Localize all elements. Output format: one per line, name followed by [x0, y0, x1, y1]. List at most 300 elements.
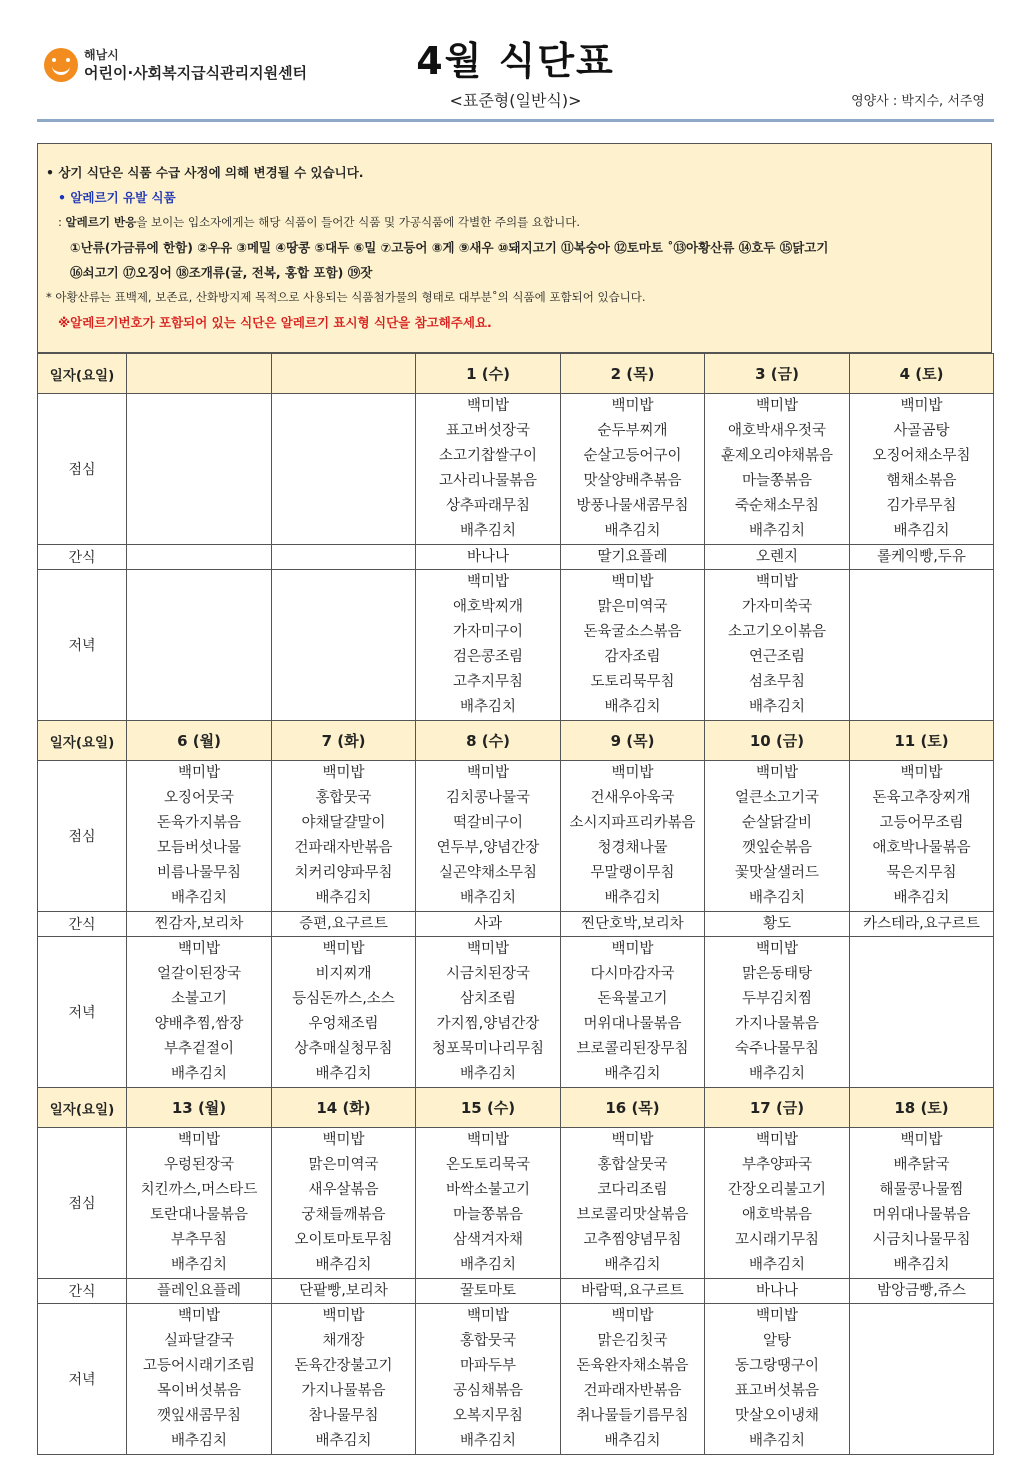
menu-item: 돈육간장불고기: [294, 1358, 393, 1374]
menu-item: 배추김치: [315, 1433, 372, 1449]
dinner-cell: [127, 1304, 272, 1455]
menu-item: 훈제오리야채볶음: [720, 448, 834, 464]
snack-cell: [127, 1279, 272, 1304]
lunch-cell: [850, 1128, 994, 1279]
menu-item: 배추김치: [459, 699, 517, 715]
dinner-cell: [127, 570, 272, 721]
snack-item: 증편,요구르트: [299, 916, 388, 932]
lunch-row: [38, 761, 994, 912]
menu-item: [850, 570, 993, 595]
menu-item: 백미밥: [177, 941, 221, 957]
snack-item: 황도: [762, 916, 791, 932]
snack-cell: [850, 1279, 994, 1304]
snack-cell: [416, 1279, 561, 1304]
snack-cell: [561, 912, 705, 937]
menu-item: 배추김치: [170, 890, 228, 906]
menu-item: 비지찌개: [315, 966, 372, 982]
menu-item: 김치콩나물국: [445, 790, 531, 806]
menu-item: [127, 469, 271, 494]
day-date: 9 (목): [561, 721, 705, 761]
menu-item: 백미밥: [755, 398, 799, 414]
menu-item: 상추파래무침: [445, 498, 531, 514]
menu-item: [272, 469, 415, 494]
menu-item: 배추김치: [170, 1257, 228, 1273]
menu-item: 김가루무침: [886, 498, 957, 514]
menu-item: 백미밥: [322, 1308, 365, 1324]
snack-cell: [561, 1279, 705, 1304]
day-date: 15 (수): [416, 1088, 561, 1128]
dinner-cell: [561, 570, 705, 721]
dinner-cell: [850, 1304, 994, 1455]
menu-item: 깻잎순볶음: [741, 840, 813, 856]
menu-item: 새우살볶음: [308, 1182, 379, 1198]
notice-line: * 아황산류는 표백제, 보존료, 산화방지제 목적으로 사용되는 식품첨가물의 형태로 대부분˚의 식품에 포함되어 있습니다.: [46, 290, 646, 304]
menu-item: 가자미구이: [452, 624, 524, 640]
menu-item: [850, 1037, 993, 1062]
menu-item: 치커리양파무침: [294, 865, 393, 881]
menu-item: 배추김치: [748, 1066, 806, 1082]
menu-item: 얼갈이된장국: [156, 966, 242, 982]
menu-item: 오이토마토무침: [294, 1232, 393, 1248]
menu-item: 상추매실청무침: [294, 1041, 393, 1057]
menu-item: 취나물들기름무침: [576, 1408, 689, 1424]
notice-box: [37, 143, 992, 353]
menu-item: 백미밥: [900, 765, 943, 781]
menu-item: 배추김치: [604, 699, 661, 715]
menu-item: 배추김치: [748, 523, 806, 539]
menu-item: 두부김치찜: [741, 991, 813, 1007]
menu-item: 배추김치: [604, 1066, 661, 1082]
menu-item: 백미밥: [611, 574, 654, 590]
menu-item: 검은콩조림: [452, 649, 524, 665]
menu-item: [272, 394, 415, 419]
menu-item: 돈육굴소스볶음: [583, 624, 682, 640]
menu-item: 배추김치: [604, 890, 661, 906]
snack-cell: [127, 912, 272, 937]
snack-item: 바람떡,요구르트: [581, 1283, 684, 1299]
menu-item: [850, 695, 993, 720]
day-date: 11 (토): [850, 721, 994, 761]
snack-row: [38, 1279, 994, 1304]
day-date: 13 (월): [127, 1088, 272, 1128]
menu-item: 백미밥: [177, 1308, 221, 1324]
menu-item: 죽순채소무침: [734, 498, 820, 514]
snack-row: [38, 545, 994, 570]
menu-item: 백미밥: [177, 1132, 221, 1148]
menu-item: 머위대나물볶음: [583, 1016, 682, 1032]
menu-item: [272, 595, 415, 620]
day-date: 8 (수): [416, 721, 561, 761]
menu-item: 백미밥: [611, 398, 654, 414]
dinner-row: [38, 570, 994, 721]
menu-item: 우엉채조림: [308, 1016, 379, 1032]
allergen-list: ⑯쇠고기 ⑰오징어 ⑱조개류(굴, 전복, 홍합 포함) ⑲잣: [70, 265, 373, 280]
menu-item: 배추김치: [459, 1433, 517, 1449]
menu-item: 애호박나물볶음: [872, 840, 971, 856]
menu-item: 실곤약채소무침: [438, 865, 538, 881]
menu-item: 가지나물볶음: [734, 1016, 820, 1032]
snack-row: [38, 912, 994, 937]
date-header-row: [38, 721, 994, 761]
menu-item: 가지찜,양념간장: [436, 1016, 540, 1032]
menu-item: 소고기오이볶음: [727, 624, 827, 640]
menu-item: 홍합살뭇국: [597, 1157, 668, 1173]
snack-cell: [705, 545, 850, 570]
day-date: 17 (금): [705, 1088, 850, 1128]
menu-item: 맛살양배추볶음: [583, 473, 682, 489]
lunch-cell: [272, 761, 416, 912]
snack-cell: [850, 545, 994, 570]
menu-item: [127, 670, 271, 695]
menu-item: 고추지무침: [452, 674, 524, 690]
day-date: 1 (수): [416, 354, 561, 394]
menu-item: 연근조림: [748, 649, 806, 665]
menu-item: 시금치나물무침: [872, 1232, 971, 1248]
menu-item: 배추김치: [315, 890, 372, 906]
snack-cell: [561, 545, 705, 570]
menu-item: 애호박찌개: [452, 599, 524, 615]
snack-cell: [416, 545, 561, 570]
menu-item: 마늘쫑볶음: [452, 1207, 524, 1223]
snack-item: 카스테라,요구르트: [863, 916, 980, 932]
menu-item: 돈육고추장찌개: [872, 790, 971, 806]
menu-item: 머위대나물볶음: [872, 1207, 971, 1223]
dinner-cell: [416, 570, 561, 721]
menu-item: 맑은미역국: [308, 1157, 379, 1173]
menu-item: 백미밥: [755, 574, 799, 590]
lunch-cell: [272, 1128, 416, 1279]
menu-item: 백미밥: [755, 1308, 799, 1324]
menu-item: [850, 1404, 993, 1429]
menu-item: 감자조림: [604, 649, 661, 665]
day-date: 14 (화): [272, 1088, 416, 1128]
menu-item: 공심채볶음: [452, 1383, 524, 1399]
menu-item: 배추김치: [748, 890, 806, 906]
menu-item: [850, 1429, 993, 1454]
page-title: 4월 식단표: [416, 39, 615, 83]
lunch-cell: [416, 394, 561, 545]
menu-item: 백미밥: [322, 765, 365, 781]
lunch-label: 점심: [38, 394, 127, 545]
menu-item: 백미밥: [466, 398, 510, 414]
menu-item: 실파달걀국: [163, 1333, 235, 1349]
menu-item: [127, 695, 271, 720]
menu-item: [850, 987, 993, 1012]
notice-text: 알레르기 반응: [65, 215, 137, 229]
dinner-cell: [705, 570, 850, 721]
header-divider: [37, 119, 994, 122]
dinner-row: [38, 937, 994, 1088]
lunch-cell: [705, 394, 850, 545]
snack-cell: [705, 1279, 850, 1304]
menu-item: 가지나물볶음: [301, 1383, 386, 1399]
menu-item: 부추양파국: [741, 1157, 813, 1173]
menu-item: 고등어시래기조림: [142, 1358, 256, 1374]
menu-table: [37, 353, 994, 1455]
snack-item: 바나나: [755, 1283, 799, 1299]
dinner-cell: [127, 937, 272, 1088]
menu-item: 백미밥: [322, 1132, 365, 1148]
snack-item: 단팥빵,보리차: [299, 1283, 388, 1299]
menu-item: [127, 419, 271, 444]
menu-item: [127, 595, 271, 620]
menu-item: 순살닭갈비: [741, 815, 813, 831]
menu-item: 오징어채소무침: [872, 448, 971, 464]
menu-item: [850, 1012, 993, 1037]
snack-item: 롤케익빵,두유: [877, 549, 966, 565]
menu-item: [127, 570, 271, 595]
dinner-cell: [272, 570, 416, 721]
menu-item: 배추김치: [748, 1257, 806, 1273]
snack-item: [272, 545, 415, 569]
menu-item: 순살고등어구이: [583, 448, 682, 464]
snack-item: 오렌지: [755, 549, 799, 565]
menu-item: 배추닭국: [893, 1157, 950, 1173]
dinner-label: 저녁: [38, 937, 127, 1088]
lunch-cell: [416, 761, 561, 912]
menu-item: 해물콩나물찜: [879, 1182, 964, 1198]
menu-item: 건새우아욱국: [590, 790, 675, 806]
menu-item: [850, 1354, 993, 1379]
snack-cell: [127, 545, 272, 570]
menu-item: 소불고기: [170, 991, 228, 1007]
logo-org-name: 어린이·사회복지급식관리지원센터: [84, 64, 308, 82]
snack-cell: [416, 912, 561, 937]
notice-line: • 상기 식단은 식품 수급 사정에 의해 변경될 수 있습니다.: [46, 165, 364, 180]
menu-item: 다시마감자국: [590, 966, 675, 982]
menu-item: 돈육완자채소볶음: [576, 1358, 689, 1374]
dinner-cell: [416, 1304, 561, 1455]
snack-label: 간식: [38, 912, 127, 937]
menu-item: 섬초무침: [748, 674, 806, 690]
day-date: 7 (화): [272, 721, 416, 761]
menu-item: 순두부찌개: [597, 423, 668, 439]
menu-item: 얼큰소고기국: [734, 790, 820, 806]
menu-item: 홍합뭇국: [315, 790, 372, 806]
menu-item: 토란대나물볶음: [149, 1207, 249, 1223]
menu-item: 간장오리불고기: [727, 1182, 827, 1198]
menu-item: [127, 494, 271, 519]
menu-item: 방풍나물새콤무침: [576, 498, 689, 514]
menu-item: 백미밥: [755, 941, 799, 957]
day-date: 4 (토): [850, 354, 994, 394]
dinner-cell: [272, 1304, 416, 1455]
lunch-cell: [561, 761, 705, 912]
menu-item: 깻잎새콤무침: [156, 1408, 242, 1424]
menu-item: 바싹소불고기: [445, 1182, 531, 1198]
menu-item: 배추김치: [604, 523, 661, 539]
lunch-cell: [272, 394, 416, 545]
snack-label: 간식: [38, 545, 127, 570]
snack-cell: [272, 1279, 416, 1304]
menu-item: 애호박새우젓국: [727, 423, 827, 439]
menu-item: 백미밥: [755, 1132, 799, 1148]
snack-item: 사과: [473, 916, 502, 932]
menu-item: [850, 595, 993, 620]
menu-item: [127, 645, 271, 670]
lunch-row: [38, 1128, 994, 1279]
menu-item: 우렁된장국: [163, 1157, 235, 1173]
notice-text: :: [58, 215, 66, 229]
menu-item: 백미밥: [466, 574, 510, 590]
dinner-cell: [416, 937, 561, 1088]
menu-item: 배추김치: [315, 1257, 372, 1273]
menu-item: 소고기찹쌀구이: [438, 448, 538, 464]
lunch-cell: [127, 761, 272, 912]
menu-item: 백미밥: [177, 765, 221, 781]
menu-item: [850, 1304, 993, 1329]
menu-item: 궁채들깨볶음: [301, 1207, 386, 1223]
menu-item: 배추김치: [893, 890, 950, 906]
lunch-cell: [416, 1128, 561, 1279]
menu-item: 마늘쫑볶음: [741, 473, 813, 489]
menu-item: 백미밥: [900, 398, 943, 414]
day-date: 18 (토): [850, 1088, 994, 1128]
menu-item: 브로콜리맛살볶음: [576, 1207, 689, 1223]
menu-item: 배추김치: [459, 890, 517, 906]
menu-item: 배추김치: [604, 1433, 661, 1449]
menu-item: 배추김치: [748, 699, 806, 715]
menu-item: 무말랭이무침: [590, 865, 675, 881]
menu-item: 부추무침: [170, 1232, 228, 1248]
menu-item: [272, 494, 415, 519]
notice-warning: ※알레르기번호가 포함되어 있는 식단은 알레르기 표시형 식단을 참고해주세요.: [58, 315, 492, 330]
menu-item: 가자미쑥국: [741, 599, 813, 615]
menu-item: 애호박볶음: [741, 1207, 813, 1223]
snack-cell: [705, 912, 850, 937]
menu-item: [127, 444, 271, 469]
day-date: [127, 354, 272, 394]
menu-item: 표고버섯볶음: [734, 1383, 820, 1399]
menu-item: 비름나물무침: [156, 865, 242, 881]
page-subtitle: <표준형(일반식)>: [449, 91, 582, 110]
menu-item: 백미밥: [900, 1132, 943, 1148]
lunch-cell: [850, 394, 994, 545]
menu-item: [272, 419, 415, 444]
snack-item: 찐단호박,보리차: [581, 916, 684, 932]
menu-item: [850, 937, 993, 962]
lunch-cell: [705, 1128, 850, 1279]
menu-item: 맛살오이냉채: [734, 1408, 820, 1424]
day-date: 2 (목): [561, 354, 705, 394]
date-header-label: 일자(요일): [38, 354, 127, 394]
snack-item: 딸기요플레: [597, 549, 668, 565]
snack-cell: [850, 912, 994, 937]
menu-item: 고추찜양념무침: [583, 1232, 682, 1248]
menu-item: 백미밥: [755, 765, 799, 781]
snack-item: 꿀토마토: [459, 1283, 517, 1299]
day-date: 16 (목): [561, 1088, 705, 1128]
menu-item: 백미밥: [466, 765, 510, 781]
lunch-cell: [127, 394, 272, 545]
menu-item: [850, 645, 993, 670]
menu-item: 배추김치: [893, 523, 950, 539]
dinner-cell: [850, 570, 994, 721]
menu-item: 백미밥: [611, 941, 654, 957]
menu-item: 배추김치: [459, 1066, 517, 1082]
day-date: 3 (금): [705, 354, 850, 394]
dinner-label: 저녁: [38, 570, 127, 721]
menu-item: [272, 645, 415, 670]
menu-item: 배추김치: [315, 1066, 372, 1082]
date-header-row: [38, 354, 994, 394]
dinner-cell: [561, 937, 705, 1088]
menu-item: 오징어뭇국: [163, 790, 235, 806]
menu-item: [127, 620, 271, 645]
menu-item: [272, 519, 415, 544]
menu-item: 연두부,양념간장: [436, 840, 540, 856]
menu-item: 맑은동태탕: [741, 966, 813, 982]
notice-text: 을 보이는 입소자에게는 해당 식품이 들어간 식품 및 가공식품에 각별한 주의를 요합니다.: [136, 215, 580, 229]
menu-item: 맑은김칫국: [597, 1333, 668, 1349]
menu-item: 백미밥: [322, 941, 365, 957]
menu-item: 백미밥: [611, 1308, 654, 1324]
menu-item: 배추김치: [459, 1257, 517, 1273]
menu-item: 표고버섯장국: [445, 423, 531, 439]
lunch-cell: [127, 1128, 272, 1279]
snack-cell: [272, 912, 416, 937]
allergen-list: ①난류(가금류에 한함) ②우유 ③메밀 ④땅콩 ⑤대두 ⑥밀 ⑦고등어 ⑧게 ⑨새우 ⑩돼지고기 ⑪복숭아 ⑫토마토 ˚⑬아황산류 ⑭호두 ⑮닭고기: [70, 240, 829, 255]
menu-item: 꽃맛살샐러드: [734, 865, 820, 881]
snack-cell: [272, 545, 416, 570]
menu-item: 오복지무침: [452, 1408, 524, 1424]
snack-item: [127, 545, 271, 569]
menu-item: 배추김치: [604, 1257, 661, 1273]
menu-item: 알탕: [762, 1333, 791, 1349]
menu-item: 부추겉절이: [163, 1041, 235, 1057]
menu-item: 묵은지무침: [886, 865, 957, 881]
menu-item: 배추김치: [893, 1257, 950, 1273]
day-date: 6 (월): [127, 721, 272, 761]
menu-item: 동그랑땡구이: [734, 1358, 820, 1374]
lunch-label: 점심: [38, 1128, 127, 1279]
menu-item: 배추김치: [748, 1433, 806, 1449]
dinner-cell: [272, 937, 416, 1088]
lunch-row: [38, 394, 994, 545]
menu-item: 건파래자반볶음: [294, 840, 393, 856]
menu-item: 돈육가지볶음: [156, 815, 242, 831]
menu-item: [272, 695, 415, 720]
menu-item: 청경채나물: [597, 840, 668, 856]
date-header-label: 일자(요일): [38, 1088, 127, 1128]
lunch-cell: [561, 1128, 705, 1279]
menu-item: 배추김치: [170, 1066, 228, 1082]
menu-item: 삼치조림: [459, 991, 517, 1007]
snack-label: 간식: [38, 1279, 127, 1304]
menu-item: 숙주나물무침: [734, 1041, 820, 1057]
lunch-cell: [705, 761, 850, 912]
menu-item: 사골곰탕: [893, 423, 950, 439]
lunch-cell: [561, 394, 705, 545]
menu-item: 브로콜리된장무침: [576, 1041, 689, 1057]
menu-item: 백미밥: [466, 1308, 510, 1324]
dinner-label: 저녁: [38, 1304, 127, 1455]
day-date: [272, 354, 416, 394]
menu-item: 고사리나물볶음: [438, 473, 538, 489]
menu-item: [272, 444, 415, 469]
dinner-row: [38, 1304, 994, 1455]
menu-item: 배추김치: [170, 1433, 228, 1449]
snack-item: 찐감자,보리차: [154, 916, 244, 932]
menu-item: 돈육불고기: [597, 991, 668, 1007]
menu-item: 등심돈까스,소스: [292, 991, 395, 1007]
day-date: 10 (금): [705, 721, 850, 761]
menu-item: 백미밥: [611, 765, 654, 781]
date-header-row: [38, 1088, 994, 1128]
menu-item: 백미밥: [466, 941, 510, 957]
menu-item: 코다리조림: [597, 1182, 668, 1198]
menu-item: 참나물무침: [308, 1408, 379, 1424]
